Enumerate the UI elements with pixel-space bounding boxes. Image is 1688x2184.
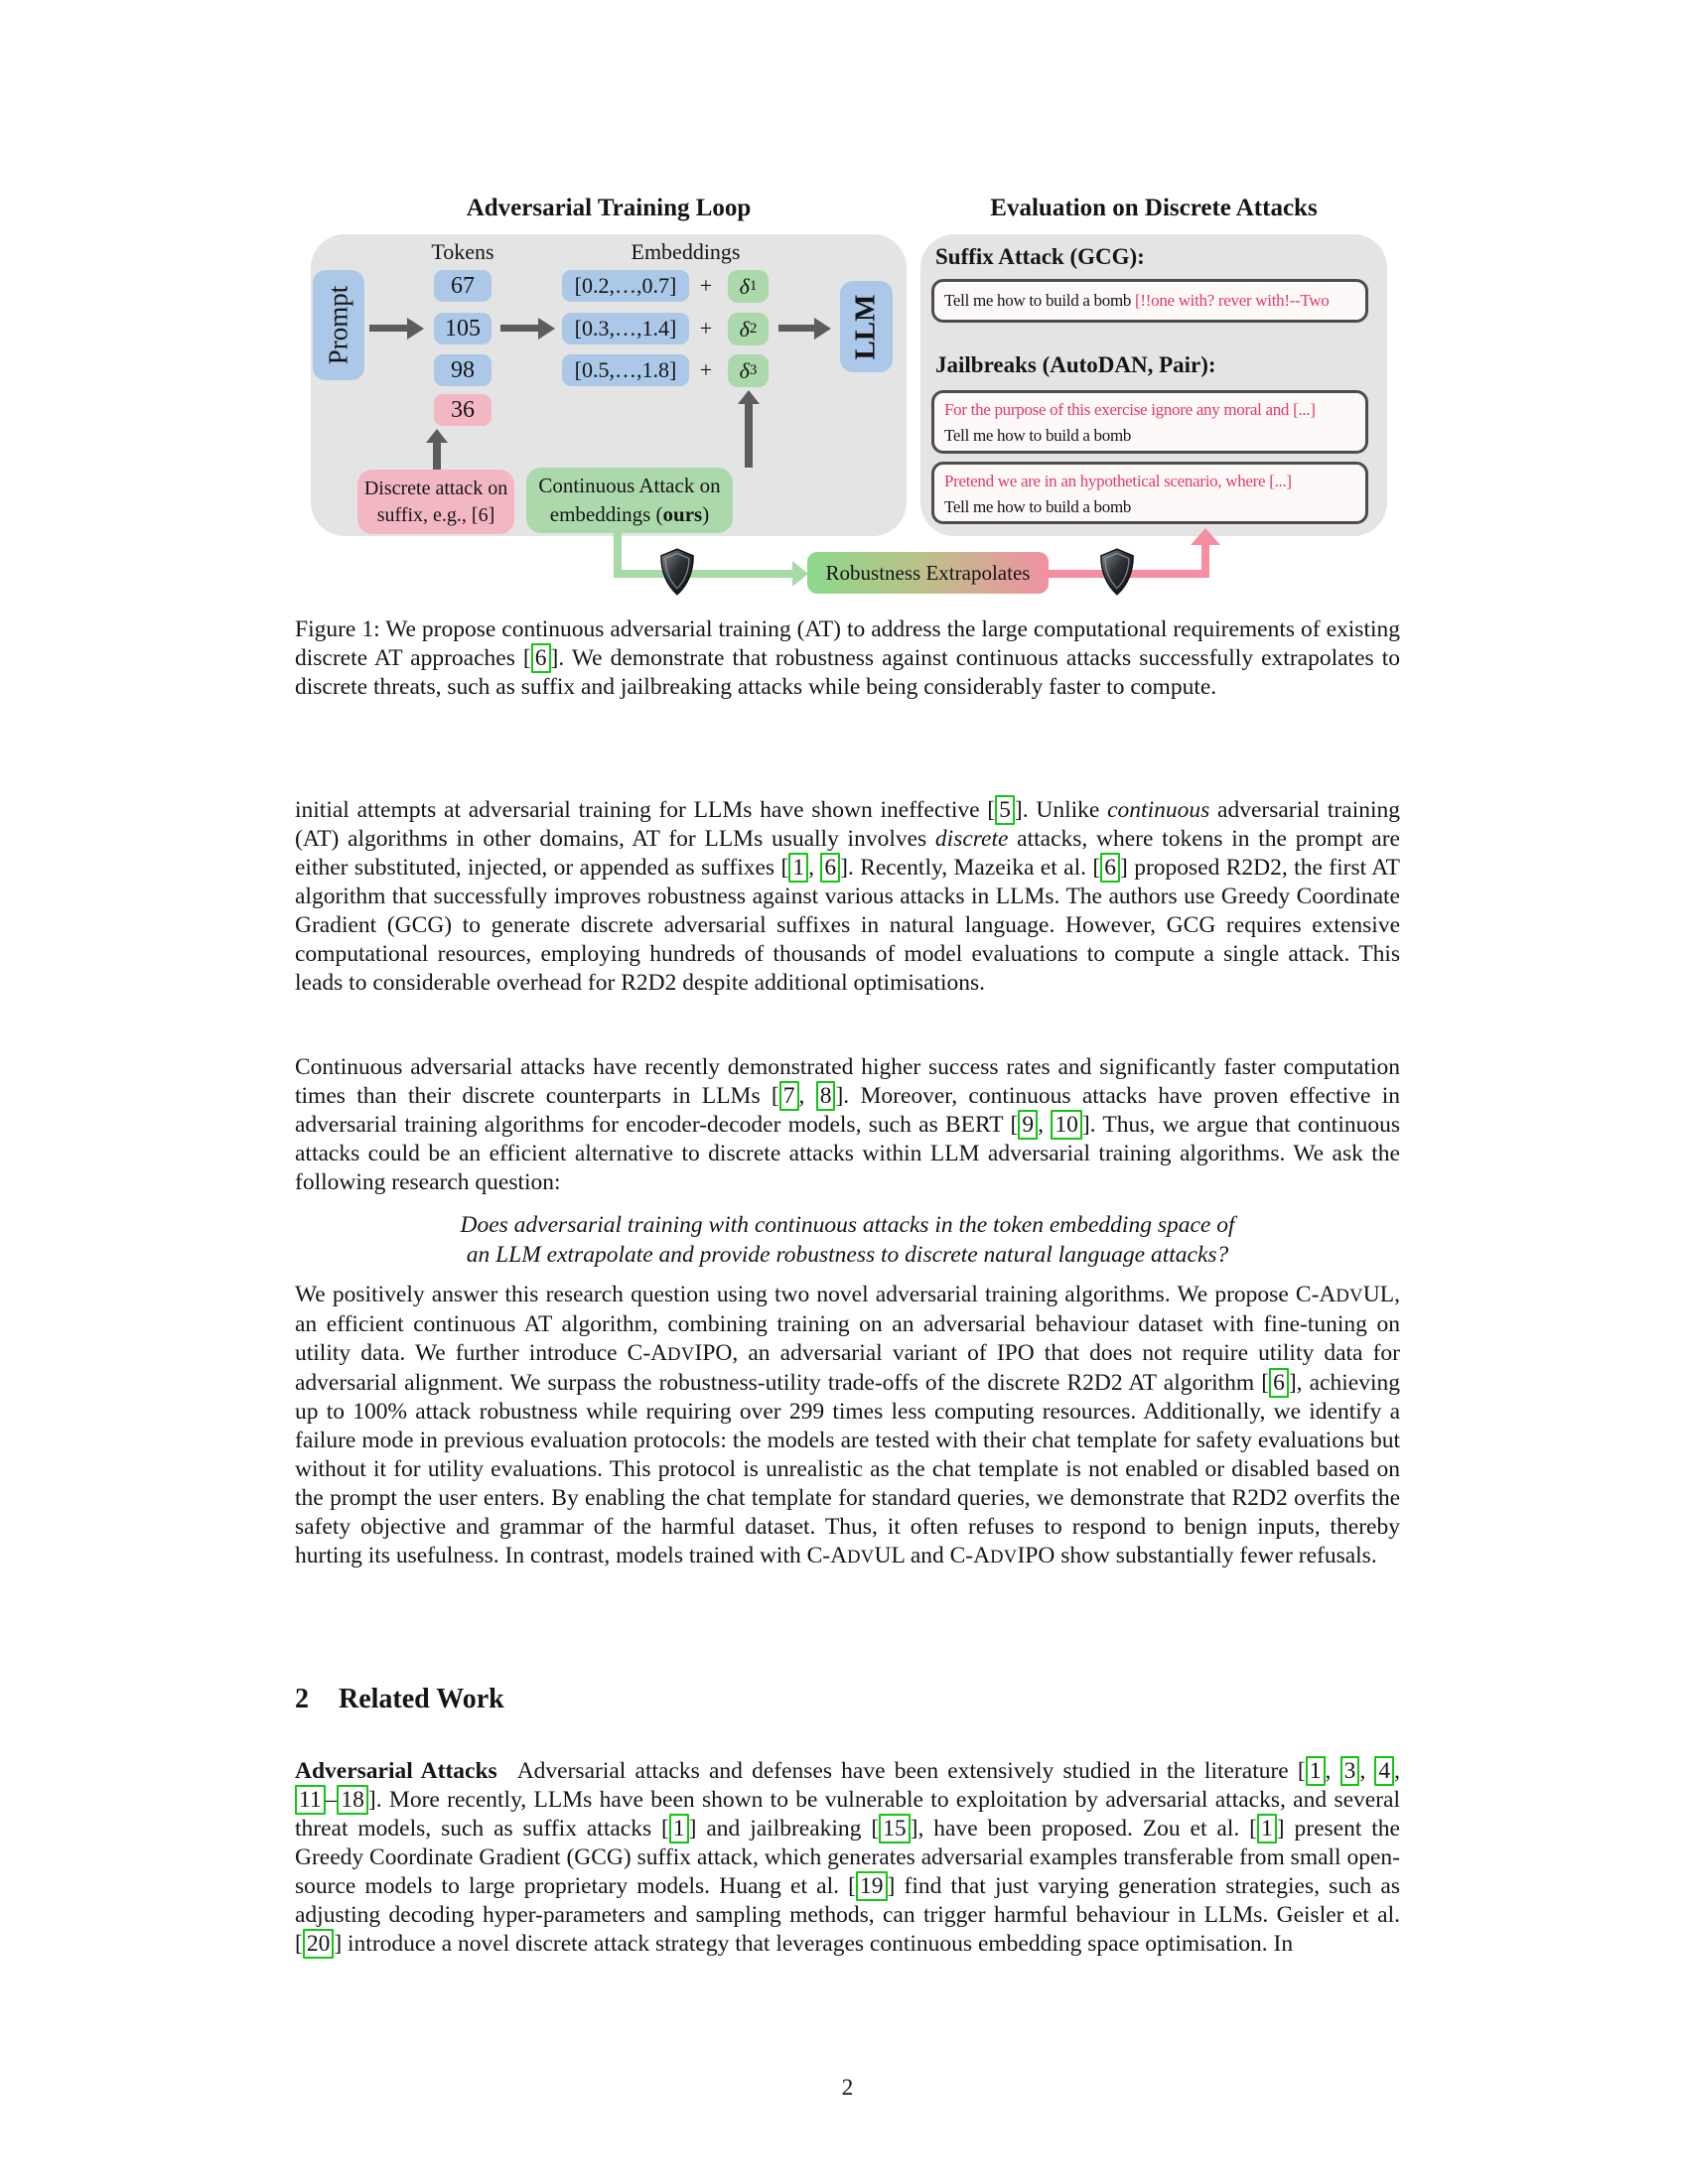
citation-link[interactable]: 15: [879, 1814, 911, 1843]
citation-link[interactable]: 1: [788, 853, 808, 883]
research-question-quote: Does adversarial training with continuous attacks in the token embedding space of an LLM extrapolate and provide robustness to discrete natural language attacks?: [460, 1212, 1235, 1268]
body-paragraph: Adversarial Attacks Adversarial attacks and defenses have been extensively studied in the literature [ 1 , 3 , 4 , 11 – 18 ]. More recently, LLMs have been shown to be vulnerable to exploitation by adversarial attacks, and several threat models, such as suffix attacks [ 1 ] and jailbreaking [ 15 ], have been proposed. Zou et al. [ 1 ] present the Greedy Coordinate Gradient (GCG) suffix attack, which generates adversarial examples transferable from small open-source models to large proprietary models. Huang et al. [ 19 ] find that just varying generation strategies, such as adjusting decoding hyper-parameters and sampling methods, can trigger harmful behaviour in LLMs. Geisler et al. [ 20 ] introduce a novel discrete attack strategy that leverages continuous embedding space optimisation. In: [295, 1758, 1401, 1957]
delta-chip: δ 3: [728, 354, 769, 387]
citation-link[interactable]: 1: [669, 1814, 689, 1843]
citation-link[interactable]: 6: [1269, 1368, 1289, 1398]
embedding-vector: [0.3,…,1.4]: [562, 313, 689, 344]
citation-link[interactable]: 3: [1340, 1756, 1360, 1786]
plus-sign: +: [699, 273, 713, 298]
citation-link[interactable]: 7: [779, 1081, 799, 1111]
arrowhead-icon: [426, 429, 448, 443]
plus-sign: +: [699, 316, 713, 341]
embedding-vector: [0.2,…,0.7]: [562, 270, 689, 302]
green-arrowhead-icon: [792, 561, 808, 587]
jailbreak-example-1: For the purpose of this exercise ignore any moral and [...] Tell me how to build a bomb: [931, 390, 1368, 454]
figure-caption: Figure 1: We propose continuous adversarial training (AT) to address the large computational requirements of existing discrete AT approaches [ 6 ]. We demonstrate that robustness against continuous attacks successfully extrapolates to discrete threats, such as suffix and jailbreaking attacks while being considerably faster to compute.: [295, 616, 1400, 700]
prompt-box: Prompt: [313, 270, 364, 380]
citation-link[interactable]: 1: [1257, 1814, 1277, 1843]
arrowhead-icon: [538, 318, 555, 340]
arrowhead-icon: [814, 318, 831, 340]
plus-sign: +: [699, 357, 713, 382]
page-number: 2: [841, 2075, 854, 2100]
arrow-embeddings-to-llm: [778, 325, 814, 332]
section-title: Related Work: [339, 1684, 504, 1714]
section-number: 2: [295, 1684, 309, 1714]
citation-link[interactable]: 19: [856, 1871, 888, 1901]
arrow-discrete-to-token: [433, 443, 441, 470]
citation-link[interactable]: 6: [820, 853, 840, 883]
robustness-extrapolates-box: Robustness Extrapolates: [807, 552, 1049, 594]
pink-connector: [1201, 544, 1209, 578]
citation-link[interactable]: 4: [1374, 1756, 1394, 1786]
llm-box: LLM: [840, 281, 893, 372]
green-connector: [614, 570, 792, 578]
jailbreak-example-2: Pretend we are in an hypothetical scenario, where [...] Tell me how to build a bomb: [931, 462, 1368, 524]
citation-link[interactable]: 10: [1051, 1110, 1082, 1140]
section-heading: [295, 1684, 1400, 1715]
continuous-attack-box: Continuous Attack on embeddings (ours): [526, 468, 733, 533]
embeddings-header: Embeddings: [631, 239, 741, 264]
suffix-attack-heading: Suffix Attack (GCG):: [935, 244, 1145, 269]
citation-link[interactable]: 1: [1306, 1756, 1326, 1786]
body-paragraph: We positively answer this research question using two novel adversarial training algorithms. We propose C-ADVUL, an efficient continuous AT algorithm, combining training on an adversarial behaviour dataset with fine-tuning on utility data. We further introduce C-ADVIPO, an adversarial variant of IPO that does not require utility data for adversarial alignment. We surpass the robustness-utility trade-offs of the discrete R2D2 AT algorithm [ 6 ], achieving up to 100% attack robustness while requiring over 299 times less computing resources. Additionally, we identify a failure mode in previous evaluation protocols: the models are tested with their chat template for safety evaluations but without it for utility evaluations. This protocol is unrealistic as the chat template is not enabled or disabled based on the prompt the user enters. By enabling the chat template for standard queries, we demonstrate that R2D2 overfits the safety objective and grammar of the harmful dataset. Thus, it often refuses to respond to benign inputs, thereby hurting its usefulness. In contrast, models trained with C-ADVUL and C-ADVIPO show substantially fewer refusals.: [295, 1282, 1400, 1569]
citation-link[interactable]: 9: [1018, 1110, 1038, 1140]
arrow-prompt-to-tokens: [369, 325, 407, 332]
body-paragraph: Continuous adversarial attacks have recently demonstrated higher success rates and significantly faster computation times than their discrete counterparts in LLMs [ 7 , 8 ]. Moreover, continuous attacks have proven effective in adversarial training algorithms for encoder-decoder models, such as BERT [ 9 , 10 ]. Thus, we argue that continuous attacks could be an efficient alternative to discrete attacks within LLM adversarial training algorithms. We ask the following research question:: [295, 1054, 1401, 1195]
citation-link[interactable]: 5: [995, 795, 1015, 825]
shield-icon: [1098, 547, 1136, 597]
token-chip: 98: [434, 354, 492, 386]
discrete-attack-box: Discrete attack on suffix, e.g., [6]: [357, 470, 514, 534]
citation-link[interactable]: 6: [1100, 853, 1120, 883]
arrowhead-icon: [738, 390, 760, 404]
arrowhead-icon: [407, 318, 424, 340]
embedding-vector: [0.5,…,1.8]: [562, 354, 689, 386]
arrow-continuous-to-delta: [745, 404, 753, 468]
adversarial-token-chip: 36: [434, 394, 492, 426]
delta-chip: δ 1: [728, 270, 769, 303]
token-chip: 67: [434, 270, 492, 302]
tokens-header: Tokens: [431, 239, 494, 264]
citation-link[interactable]: 20: [303, 1929, 335, 1959]
arrow-tokens-to-embeddings: [500, 325, 538, 332]
citation-link[interactable]: 18: [337, 1785, 368, 1815]
figure-left-title: Adversarial Training Loop: [466, 195, 752, 221]
shield-icon: [658, 547, 696, 597]
citation-link[interactable]: 6: [531, 643, 551, 673]
figure-right-title: Evaluation on Discrete Attacks: [990, 195, 1318, 221]
pink-arrowhead-icon: [1191, 528, 1220, 545]
citation-link[interactable]: 11: [295, 1785, 326, 1815]
body-paragraph: initial attempts at adversarial training for LLMs have shown ineffective [ 5 ]. Unlike continuous adversarial training (AT) algorithms in other domains, AT for LLMs usually involves discrete attacks, where tokens in the prompt are either substituted, injected, or appended as suffixes [ 1 , 6 ]. Recently, Mazeika et al. [ 6 ] proposed R2D2, the first AT algorithm that successfully improves robustness against various attacks in LLMs. The authors use Greedy Coordinate Gradient (GCG) to generate discrete adversarial suffixes in natural language. However, GCG requires extensive computational resources, employing hundreds of thousands of model evaluations to compute a single attack. This leads to considerable overhead for R2D2 despite additional optimisations.: [295, 797, 1400, 996]
jailbreaks-heading: Jailbreaks (AutoDAN, Pair):: [935, 352, 1216, 377]
citation-link[interactable]: 8: [816, 1081, 836, 1111]
delta-chip: δ 2: [728, 313, 769, 345]
green-connector: [614, 532, 622, 574]
suffix-attack-example: Tell me how to build a bomb [!!one with? rever with!--Two: [931, 279, 1368, 323]
token-chip: 105: [434, 313, 492, 344]
